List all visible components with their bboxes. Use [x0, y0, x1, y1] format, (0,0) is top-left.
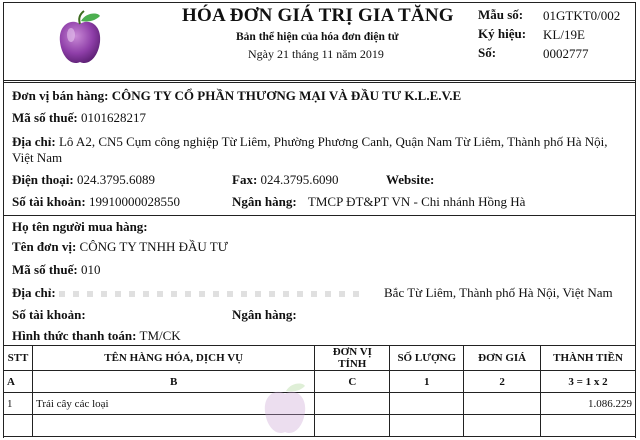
buyer-tax [12, 262, 100, 278]
buyer-name-label: Họ tên người mua hàng: [12, 219, 148, 234]
empty-cell [390, 415, 464, 437]
seller-tax-label: Mã số thuế: [12, 110, 78, 125]
seller-account-label: Số tài khoản: [12, 194, 86, 209]
form-label: Mẫu số: [478, 7, 524, 22]
seller-account-value: 19910000028550 [88, 194, 180, 209]
row-amount: 1.086.229 [541, 393, 636, 415]
seller-fax [232, 172, 339, 188]
buyer-unit-label: Tên đơn vị: [12, 239, 77, 254]
empty-cell [464, 415, 541, 437]
number-label: Số: [478, 45, 497, 60]
invoice-title: HÓA ĐƠN GIÁ TRỊ GIA TĂNG [182, 5, 454, 26]
table-code-row [4, 371, 636, 393]
col-header: SỐ LƯỢNG [390, 346, 464, 371]
row-qty [390, 393, 464, 415]
col-code: 3 = 1 x 2 [541, 371, 636, 393]
redacted-address [59, 291, 359, 297]
series-value: KL/19E [543, 27, 585, 42]
seller-account [12, 194, 180, 210]
buyer-tax-value: 010 [80, 262, 101, 277]
buyer-unit-value: CÔNG TY TNHH ĐẦU TƯ [79, 239, 228, 254]
seller-phone-value: 024.3795.6089 [77, 172, 155, 187]
seller-bank-label: Ngân hàng: [232, 194, 297, 209]
col-code: B [32, 371, 314, 393]
row-price [464, 393, 541, 415]
seller-phone [12, 172, 155, 188]
col-code: A [4, 371, 33, 393]
seller-website-label: Website: [386, 172, 435, 187]
col-code: C [315, 371, 390, 393]
col-header: STT [4, 346, 33, 371]
empty-cell [4, 415, 33, 437]
seller-phone-label: Điện thoại: [12, 172, 74, 187]
row-stt: 1 [4, 393, 33, 415]
col-header: ĐƠN VỊ TÍNH [315, 346, 390, 371]
buyer-account [12, 307, 86, 323]
seller-tax-value: 0101628217 [80, 110, 146, 125]
seller-divider [3, 215, 636, 216]
seller-fax-label: Fax: [232, 172, 258, 187]
invoice-date: Ngày 21 tháng 11 năm 2019 [248, 47, 384, 61]
buyer-address-tail: Bắc Từ Liêm, Thành phố Hà Nội, Việt Nam [384, 285, 613, 300]
seller-bank-value: TMCP ĐT&PT VN - Chi nhánh Hồng Hà [307, 194, 526, 209]
seller-address-label: Địa chỉ: [12, 134, 56, 149]
col-code: 2 [464, 371, 541, 393]
seller-fax-value: 024.3795.6090 [260, 172, 339, 187]
seller-tax [12, 110, 146, 126]
series-label: Ký hiệu: [478, 26, 527, 41]
buyer-unit [12, 239, 228, 255]
col-header: TÊN HÀNG HÓA, DỊCH VỤ [32, 346, 314, 371]
form-value: 01GTKT0/002 [543, 8, 621, 23]
seller-unit-value: CÔNG TY CỔ PHẦN THƯƠNG MẠI VÀ ĐẦU TƯ K.L.E.V.E [111, 88, 462, 103]
items-table [3, 345, 636, 437]
buyer-address-label: Địa chỉ: [12, 285, 56, 300]
buyer-payment [12, 328, 181, 344]
row-unit [315, 393, 390, 415]
col-header: THÀNH TIỀN [541, 346, 636, 371]
table-row [4, 415, 636, 437]
header-divider [3, 80, 636, 83]
watermark-logo [255, 380, 315, 440]
seller-unit-label: Đơn vị bán hàng: [12, 88, 109, 103]
number-value: 0002777 [543, 46, 589, 61]
table-row [4, 393, 636, 415]
col-header: ĐƠN GIÁ [464, 346, 541, 371]
seller-unit [12, 88, 461, 104]
empty-cell [541, 415, 636, 437]
col-code: 1 [390, 371, 464, 393]
buyer-tax-label: Mã số thuế: [12, 262, 78, 277]
empty-cell [315, 415, 390, 437]
buyer-name [12, 219, 148, 235]
buyer-bank [232, 307, 297, 323]
buyer-payment-label: Hình thức thanh toán: [12, 328, 137, 343]
seller-address-value: Lô A2, CN5 Cụm công nghiệp Từ Liêm, Phường Phương Canh, Quận Nam Từ Liêm, Thành phố Hà Nội, Việt Nam [12, 134, 608, 165]
buyer-bank-label: Ngân hàng: [232, 307, 297, 322]
company-logo [50, 10, 110, 70]
seller-bank [232, 194, 525, 210]
seller-website [386, 172, 434, 188]
table-header-row [4, 346, 636, 371]
seller-address [12, 134, 622, 166]
buyer-payment-value: TM/CK [139, 328, 181, 343]
buyer-account-label: Số tài khoản: [12, 307, 86, 322]
buyer-address [12, 285, 359, 301]
invoice-subtitle: Bản thể hiện của hóa đơn điện tử [236, 31, 399, 43]
row-name: Trái cây các loại [32, 393, 314, 415]
